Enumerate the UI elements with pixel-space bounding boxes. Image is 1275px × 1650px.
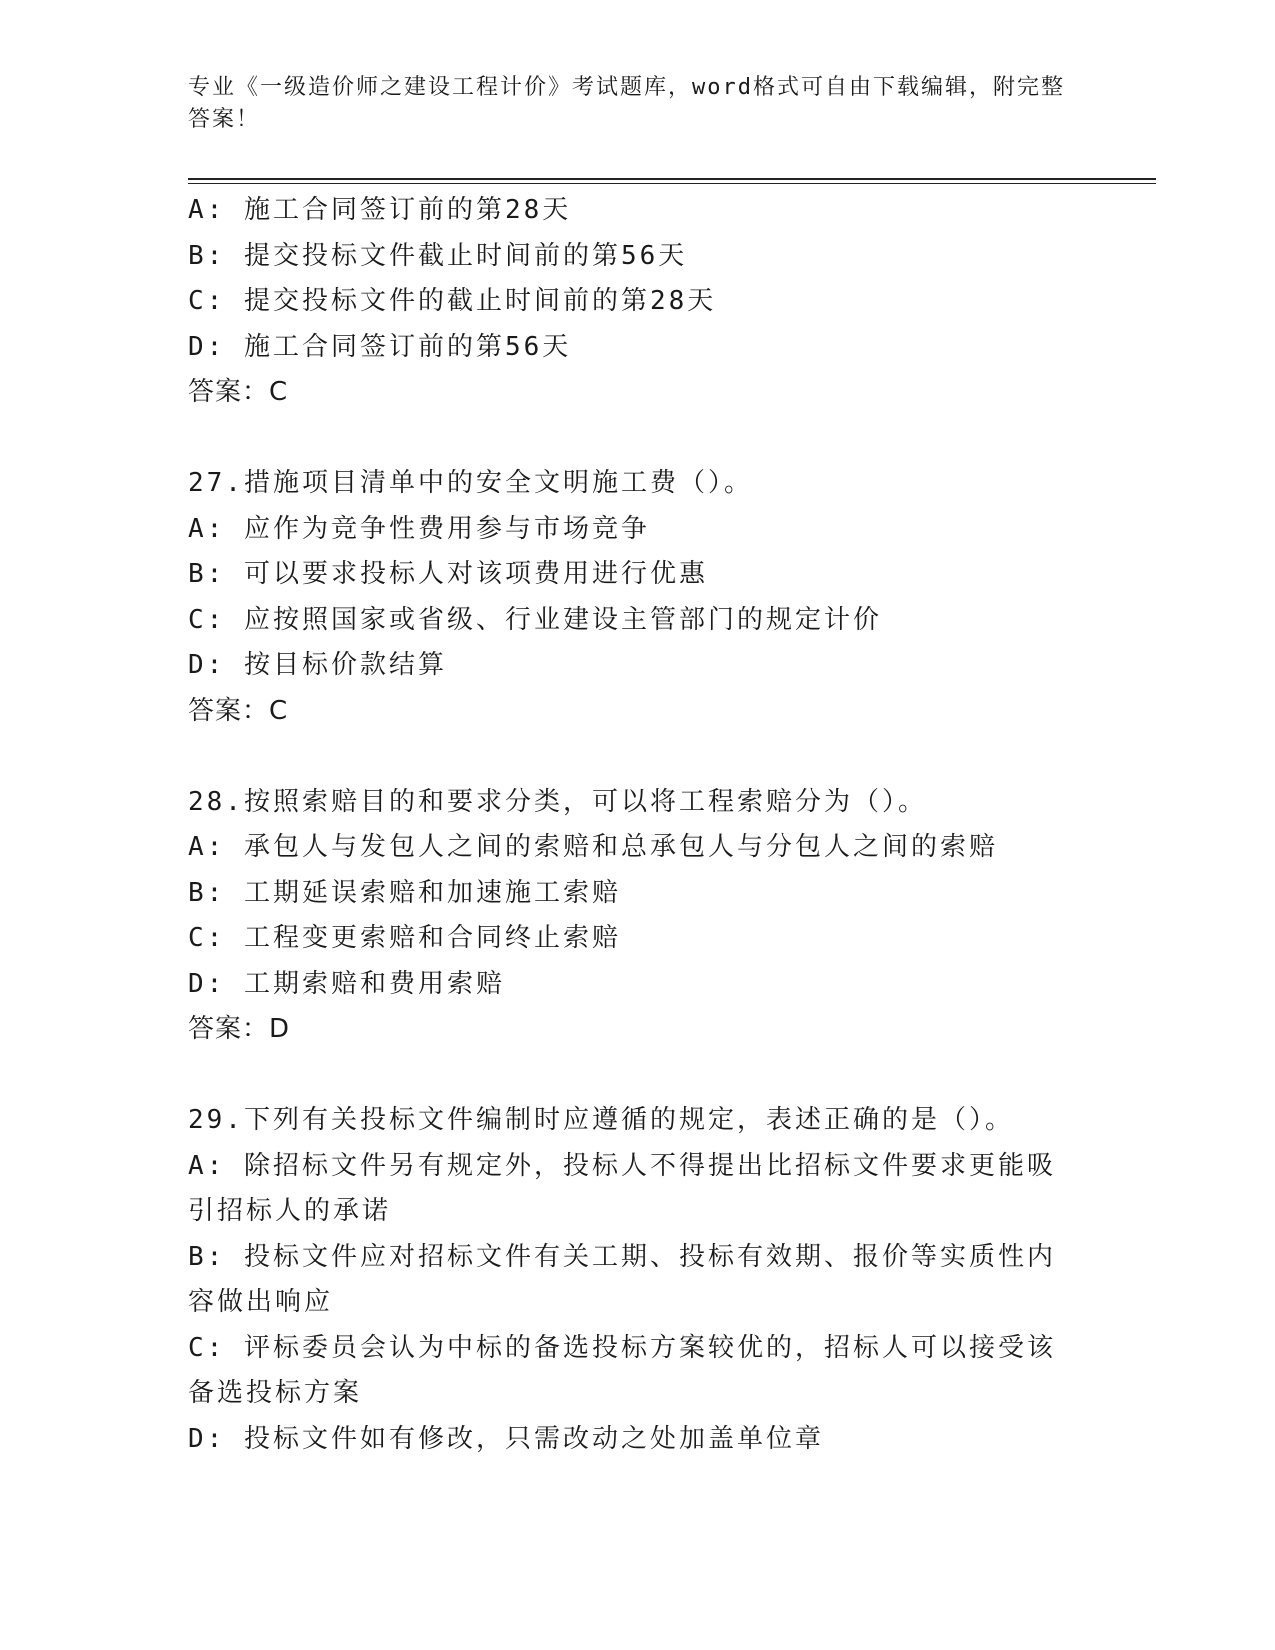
question-stem: 28.按照索赔目的和要求分类，可以将工程索赔分为（）。 [188,786,927,817]
option-d: D: 投标文件如有修改，只需改动之处加盖单位章 [188,1423,824,1454]
question-28 [188,780,1088,1053]
answer-line: 答案：C [188,377,289,407]
question-spacer [188,1053,1088,1099]
question-list [188,188,1088,1462]
option-c: C: 提交投标文件的截止时间前的第28天 [188,286,717,316]
option-a: A: 承包人与发包人之间的索赔和总承包人与分包人之间的索赔 [188,832,998,862]
question-spacer [188,734,1088,780]
answer-line: 答案：D [188,1014,291,1044]
header-divider [188,178,1156,184]
option-b: B: 投标文件应对招标文件有关工期、投标有效期、报价等实质性内容做出响应 [188,1241,1056,1317]
option-b: B: 提交投标文件截止时间前的第56天 [188,240,688,271]
option-a: A: 除招标文件另有规定外，投标人不得提出比招标文件要求更能吸引招标人的承诺 [188,1150,1056,1226]
option-c: C: 工程变更索赔和合同终止索赔 [188,923,621,953]
option-b: B: 可以要求投标人对该项费用进行优惠 [188,559,708,589]
answer-line: 答案：C [188,695,289,726]
divider-thin-line [188,183,1156,184]
option-d: D: 按目标价款结算 [188,650,447,680]
option-d: D: 工期索赔和费用索赔 [188,968,505,999]
question-26-continued [188,188,1088,416]
question-stem: 27.措施项目清单中的安全文明施工费（）。 [188,468,753,498]
option-b: B: 工期延误索赔和加速施工索赔 [188,877,621,908]
question-spacer [188,416,1088,462]
option-a: A: 施工合同签订前的第28天 [188,195,572,225]
question-29 [188,1098,1088,1462]
document-header: 专业《一级造价师之建设工程计价》考试题库，word格式可自由下载编辑，附完整答案！ [188,75,1065,132]
option-c: C: 评标委员会认为中标的备选投标方案较优的，招标人可以接受该备选投标方案 [188,1332,1056,1408]
divider-thick-line [188,178,1156,180]
option-d: D: 施工合同签订前的第56天 [188,331,572,362]
question-27 [188,461,1088,734]
option-a: A: 应作为竞争性费用参与市场竞争 [188,513,650,544]
option-c: C: 应按照国家或省级、行业建设主管部门的规定计价 [188,604,882,635]
question-stem: 29.下列有关投标文件编制时应遵循的规定，表述正确的是（）。 [188,1105,1014,1135]
